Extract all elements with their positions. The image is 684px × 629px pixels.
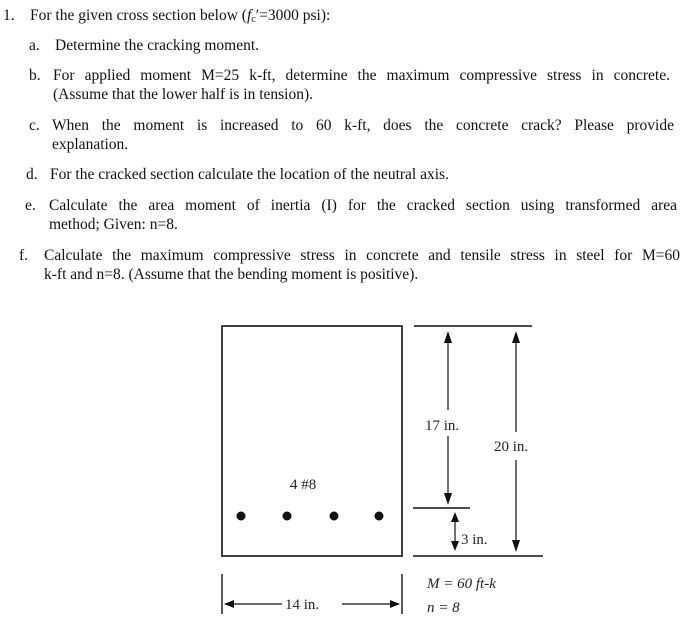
rebar-group [237,512,384,521]
intro-variable: f [246,7,252,24]
part-d-label: d. [26,166,38,183]
rebar-2 [283,512,292,521]
intro-subscript: c [251,14,256,25]
part-f-text-line-2: k-ft and n=8. (Assume that the bending moment is positive). [44,266,419,283]
part-e-text-line-2: method; Given: n=8. [49,216,178,233]
part-b-text-line-2: (Assume that the lower half is in tension). [53,86,314,103]
intro-text-start: For the given cross section below ( [30,7,247,24]
part-e-label: e. [25,197,36,214]
rebar-label: 4 #8 [290,477,317,493]
rebar-4 [375,512,384,521]
problem-number: 1. [3,7,15,24]
part-c-text-line-1: When the moment is increased to 60 k-ft, does the concrete crack? Please provide [52,117,674,134]
part-f-label: f. [19,247,29,264]
ratio-label: n = 8 [427,600,460,616]
part-c-label: c. [29,117,40,134]
height-label: 20 in. [494,439,529,455]
beam-outline [222,326,402,556]
part-d-text: For the cracked section calculate the location of the neutral axis. [50,166,449,183]
cover-label: 3 in. [461,532,488,548]
part-b-text-line-1: For applied moment M=25 k-ft, determine the maximum compressive stress in concrete. [53,67,670,84]
part-e-text-line-1: Calculate the area moment of inertia (I) for the cracked section using transformed area [49,197,677,214]
intro-text-end: ′=3000 psi): [255,7,331,24]
part-f-text-line-1: Calculate the maximum compressive stress in concrete and tensile stress in steel for M=60 [44,247,680,264]
width-label: 14 in. [285,597,320,613]
rebar-1 [237,512,246,521]
part-c-text-line-2: explanation. [52,136,129,153]
part-b-label: b. [29,67,41,84]
part-a-text: Determine the cracking moment. [55,37,260,54]
moment-label: M = 60 ft-k [427,576,496,592]
cover-dimension [451,512,459,551]
part-a-label: a. [29,37,40,54]
rebar-3 [330,512,339,521]
depth-label: 17 in. [425,418,460,434]
